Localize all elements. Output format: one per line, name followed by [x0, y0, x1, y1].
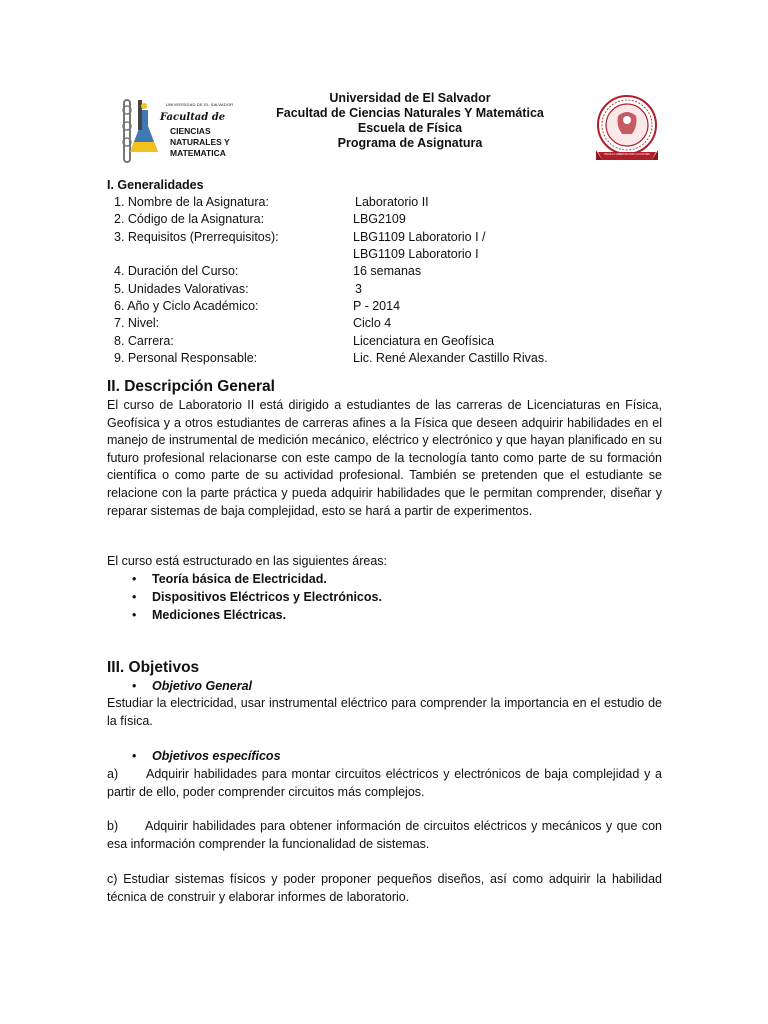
objetivos-especificos-label: Objetivos específicos	[152, 749, 281, 763]
header-program: Programa de Asignatura	[337, 136, 483, 150]
header-school: Escuela de Física	[357, 121, 463, 135]
section-descripcion-title: II. Descripción General	[107, 378, 275, 395]
gen-value-3: LBG1109 Laboratorio I /	[353, 230, 486, 244]
area-item-1	[132, 571, 327, 588]
bullet-glyph: •	[132, 590, 137, 604]
area-item-2	[132, 589, 382, 606]
seal-band-text: HACIA LA LIBERTAD POR LA CULTURA	[604, 153, 650, 156]
gen-label-9: 9. Personal Responsable:	[114, 351, 258, 365]
gen-label-2: 2. Código de la Asignatura:	[114, 212, 265, 226]
bullet-glyph: •	[132, 679, 137, 693]
logo-facultad-script: Facultad de	[160, 112, 226, 123]
header-university: Universidad de El Salvador	[329, 91, 491, 105]
gen-label-8: 8. Carrera:	[114, 334, 174, 348]
section-generalidades-title: I. Generalidades	[107, 178, 204, 192]
objetivo-general-heading	[132, 678, 252, 695]
logo-university-small: UNIVERSIDAD DE EL SALVADOR	[166, 102, 234, 107]
gen-value-1: Laboratorio II	[355, 195, 429, 209]
gen-label-1: 1. Nombre de la Asignatura:	[114, 195, 269, 209]
objetivo-general-text: Estudiar la electricidad, usar instrumental eléctrico para comprender la importancia en el estudio de la física.	[107, 696, 662, 728]
bullet-glyph: •	[132, 749, 137, 763]
objetivos-especificos-heading	[132, 748, 281, 765]
area-item-3	[132, 607, 286, 624]
bullet-glyph: •	[132, 608, 137, 622]
logo-line-matematica: MATEMATICA	[170, 148, 226, 158]
faculty-logo	[118, 96, 240, 168]
logo-line-ciencias: CIENCIAS	[170, 126, 211, 136]
gen-value-4: 16 semanas	[353, 264, 422, 278]
gen-label-6: 6. Año y Ciclo Académico:	[114, 299, 259, 313]
university-seal	[594, 94, 660, 166]
objetivo-a-marker: a)	[107, 767, 119, 781]
header-faculty: Facultad de Ciencias Naturales Y Matemática	[276, 106, 544, 120]
objetivo-general-label: Objetivo General	[152, 679, 253, 693]
objetivo-b-text: Adquirir habilidades para obtener información de circuitos eléctricos y mecánicos y que con esa información comprender la funcionalidad de sistemas.	[107, 819, 662, 851]
gen-label-7: 7. Nivel:	[114, 316, 160, 330]
gen-label-3: 3. Requisitos (Prerrequisitos):	[114, 230, 279, 244]
objetivo-c-text: c) Estudiar sistemas físicos y poder proponer pequeños diseños, así como adquirir la habilidad técnica de construir y elaborar informes de laboratorio.	[107, 872, 662, 904]
section-objetivos-title: III. Objetivos	[107, 659, 200, 676]
area-label: Dispositivos Eléctricos y Electrónicos.	[152, 590, 382, 604]
gen-value-3b: LBG1109 Laboratorio I	[353, 247, 479, 261]
bullet-glyph: •	[132, 572, 137, 586]
gen-value-2: LBG2109	[353, 212, 406, 226]
gen-value-9: Lic. René Alexander Castillo Rivas.	[353, 351, 548, 365]
objetivo-a-text: Adquirir habilidades para montar circuitos eléctricos y electrónicos de baja complejidad y a partir de ello, poder comprender circuitos más complejos.	[107, 767, 662, 799]
gen-value-5: 3	[355, 282, 362, 296]
gen-label-4: 4. Duración del Curso:	[114, 264, 239, 278]
gen-value-7: Ciclo 4	[353, 316, 392, 330]
areas-intro: El curso está estructurado en las siguientes áreas:	[107, 554, 388, 568]
descripcion-paragraph: El curso de Laboratorio II está dirigido a estudiantes de las carreras de Licenciaturas en Física, Geofísica y a otros estudiantes de carreras afines a la Física que deseen adquirir habilidades en el manejo de instrumental de medición mecánico, eléctrico y electrónico y que hayan planificado en su futuro profesional relacionarse con este campo de la tecnología tanto como parte de su formación científica o como parte de su actividad profesional. También se pretenden que el estudiante se relacione con la parte práctica y pueda adquirir habilidades que le permitan comprender, diseñar y reparar sistemas de baja complejidad, esto se hará a partir de experimentos.	[107, 398, 662, 518]
objetivo-b-marker: b)	[107, 819, 119, 833]
gen-label-5: 5. Unidades Valorativas:	[114, 282, 249, 296]
logo-line-naturales: NATURALES Y	[170, 137, 230, 147]
area-label: Mediciones Eléctricas.	[152, 608, 287, 622]
gen-value-6: P - 2014	[353, 299, 401, 313]
gen-value-8: Licenciatura en Geofísica	[353, 334, 495, 348]
area-label: Teoría básica de Electricidad.	[152, 572, 327, 586]
